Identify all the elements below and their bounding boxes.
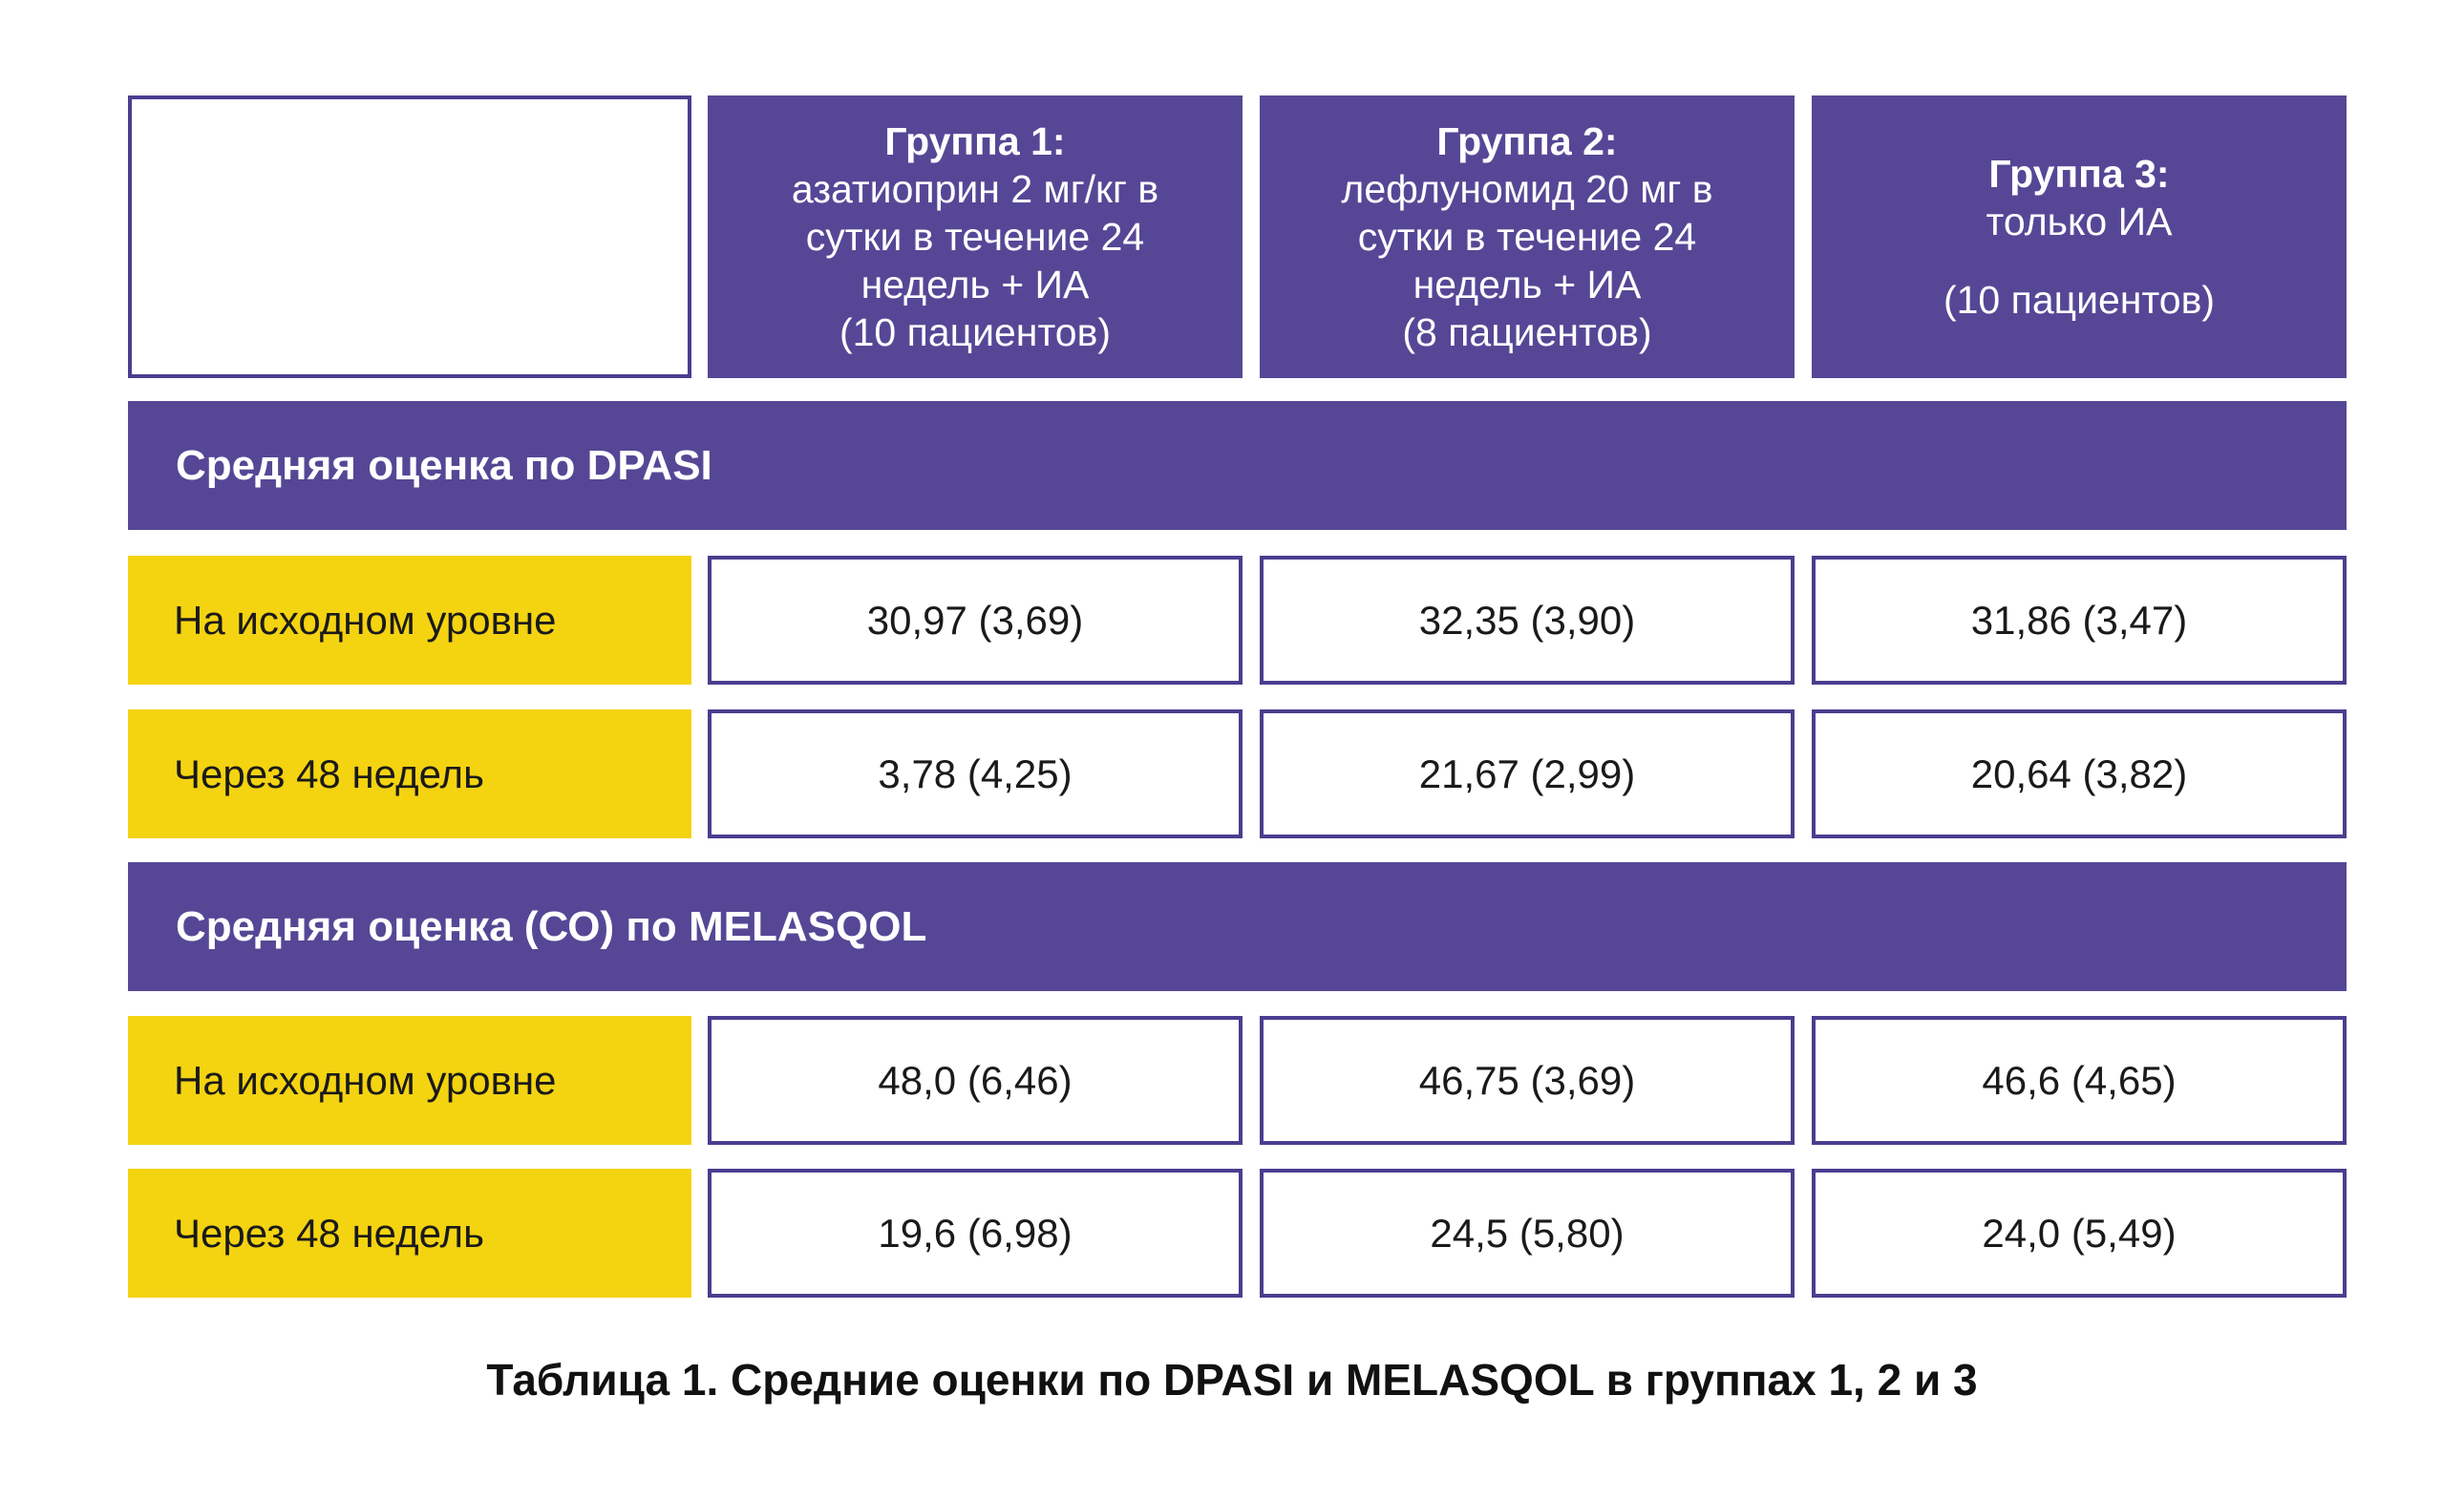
row-label-text: Через 48 недель	[174, 1210, 484, 1256]
group-2-title: Группа 2:	[1436, 119, 1618, 163]
row-label-text: На исходном уровне	[174, 597, 557, 643]
table-cell	[1260, 709, 1795, 838]
cell-value: 24,5 (5,80)	[1430, 1210, 1625, 1256]
group-3-line: только ИА	[1986, 200, 2173, 243]
group-1-patient-count: (10 пациентов)	[839, 310, 1112, 354]
group-1-header	[708, 95, 1243, 378]
row-label-text: На исходном уровне	[174, 1057, 557, 1103]
section-melasqol-header	[128, 862, 2347, 991]
group-2-line: лефлуномид 20 мг в	[1341, 167, 1713, 211]
cell-value: 48,0 (6,46)	[878, 1057, 1073, 1103]
table-corner-cell	[128, 95, 691, 378]
row-label-melasqol-baseline	[128, 1016, 691, 1145]
section-dpasi-title: Средняя оценка по DPASI	[176, 441, 712, 489]
cell-value: 20,64 (3,82)	[1970, 750, 2188, 796]
table-cell	[708, 1016, 1243, 1145]
table-cell	[1812, 556, 2347, 685]
cell-value: 46,6 (4,65)	[1982, 1057, 2177, 1103]
row-label-melasqol-48-weeks	[128, 1169, 691, 1298]
group-2-patient-count: (8 пациентов)	[1402, 310, 1652, 354]
cell-value: 3,78 (4,25)	[878, 750, 1073, 796]
group-2-line: недель + ИА	[1413, 263, 1642, 307]
table-cell	[1260, 1169, 1795, 1298]
table-cell	[708, 709, 1243, 838]
section-melasqol-title: Средняя оценка (СО) по MELASQOL	[176, 902, 927, 950]
cell-value: 46,75 (3,69)	[1418, 1057, 1636, 1103]
row-label-text: Через 48 недель	[174, 750, 484, 796]
row-label-dpasi-48-weeks	[128, 709, 691, 838]
group-1-title: Группа 1:	[884, 119, 1066, 163]
table-cell	[1812, 1016, 2347, 1145]
table-cell	[1812, 1169, 2347, 1298]
table-cell	[708, 556, 1243, 685]
table-cell	[1260, 1016, 1795, 1145]
cell-value: 30,97 (3,69)	[866, 597, 1084, 643]
table-caption: Таблица 1. Средние оценки по DPASI и MELASQOL в группах 1, 2 и 3	[486, 1355, 1978, 1405]
group-3-title: Группа 3:	[1988, 152, 2170, 196]
table-cell	[1260, 556, 1795, 685]
group-1-line: азатиоприн 2 мг/кг в	[791, 167, 1159, 211]
cell-value: 24,0 (5,49)	[1982, 1210, 2177, 1256]
group-3-header	[1812, 95, 2347, 378]
cell-value: 31,86 (3,47)	[1970, 597, 2188, 643]
group-2-line: сутки в течение 24	[1357, 215, 1697, 259]
cell-value: 32,35 (3,90)	[1418, 597, 1636, 643]
group-1-line: сутки в течение 24	[805, 215, 1145, 259]
section-dpasi-header	[128, 401, 2347, 530]
table-cell	[1812, 709, 2347, 838]
row-label-dpasi-baseline	[128, 556, 691, 685]
table-cell	[708, 1169, 1243, 1298]
cell-value: 21,67 (2,99)	[1418, 750, 1636, 796]
cell-value: 19,6 (6,98)	[878, 1210, 1073, 1256]
group-2-header	[1260, 95, 1795, 378]
group-1-line: недель + ИА	[860, 263, 1090, 307]
group-3-patient-count: (10 пациентов)	[1943, 278, 2216, 322]
